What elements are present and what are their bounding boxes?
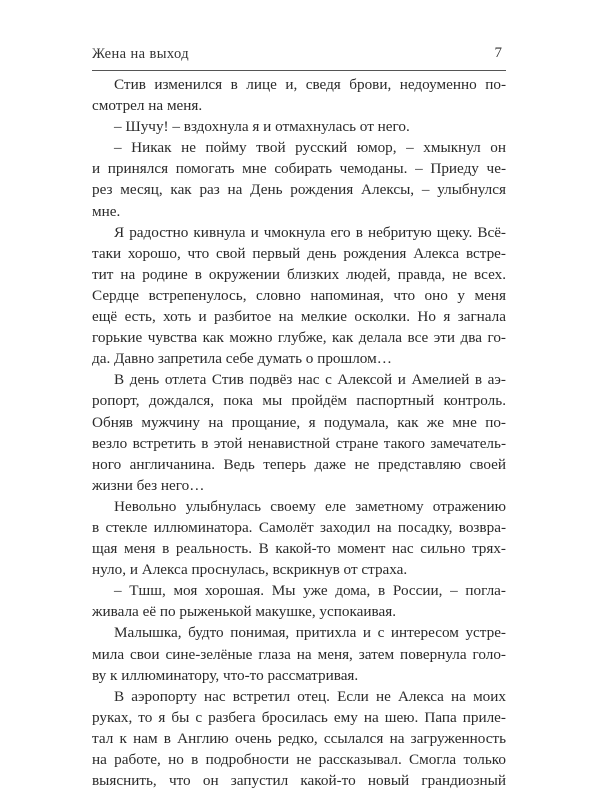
page-number: 7 xyxy=(494,45,502,61)
text-line: Сердце встрепенулось, словно напоминая, что оно у меня xyxy=(92,286,506,304)
text-line: – Тшш, моя хорошая. Мы уже дома, в России, – погла- xyxy=(114,582,506,600)
text-line: – Никак не пойму твой русский юмор, – хмыкнул он xyxy=(114,139,506,157)
header-book-title: Жена на выход xyxy=(92,46,190,62)
text-line: смотрел на меня. xyxy=(92,97,203,115)
text-line: тит на родине в окружении близких людей, правда, не всех. xyxy=(92,265,506,283)
text-line: ву к иллюминатору, что-то рассматривая. xyxy=(92,666,359,684)
text-line: руках, то я бы с разбега бросилась ему на шею. Папа приле- xyxy=(92,708,506,726)
text-line: Невольно улыбнулась своему еле заметному отражению xyxy=(114,497,506,515)
text-line: щая меня в реальность. В какой-то момент нас сильно трях- xyxy=(92,540,506,558)
text-line: живала её по рыженькой макушке, успокаивая. xyxy=(92,603,396,621)
body-text xyxy=(92,74,506,791)
text-line: горькие чувства как можно глубже, как делала все эти два го- xyxy=(92,329,506,347)
text-line: мне. xyxy=(92,202,121,220)
text-line: ного англичанина. Ведь теперь даже не представляю своей xyxy=(92,455,506,473)
text-line: да. Давно запретила себе думать о прошлом… xyxy=(92,350,392,368)
text-line: нуло, и Алекса проснулась, вскрикнув от страха. xyxy=(92,561,408,579)
text-line: Обняв мужчину на прощание, я подумала, как же мне по- xyxy=(92,413,506,431)
text-line: в стекле иллюминатора. Самолёт заходил на посадку, возвра- xyxy=(92,518,506,536)
text-line: Малышка, будто понимая, притихла и с интересом устре- xyxy=(114,624,506,642)
text-line: Стив изменился в лице и, сведя брови, недоуменно по- xyxy=(114,76,506,93)
text-line: – Шучу! – вздохнула я и отмахнулась от него. xyxy=(114,118,410,136)
running-header xyxy=(92,46,506,68)
text-line: ропорт, дождался, пока мы пройдём паспортный контроль. xyxy=(92,392,506,410)
text-line: В аэропорту нас встретил отец. Если не Алекса на моих xyxy=(114,687,506,705)
text-line: Я радостно кивнула и чмокнула его в небритую щеку. Всё- xyxy=(114,223,506,241)
text-line: жизни без него… xyxy=(92,476,205,494)
text-line: везло встретить в этой ненавистной стране такого замечатель- xyxy=(92,434,506,452)
text-line: ещё есть, хоть и разбитое на мелкие осколки. Но я загнала xyxy=(92,308,506,326)
text-line: и принялся помогать мне собирать чемоданы. – Приеду че- xyxy=(92,160,506,178)
text-line: таки хорошо, что свой первый день рождения Алекса встре- xyxy=(92,244,506,262)
text-line: на работе, но в подробности не рассказывал. Смогла только xyxy=(92,751,506,768)
text-line: выяснить, что он запустил какой-то новый грандиозный xyxy=(92,772,506,790)
text-line: В день отлета Стив подвёз нас с Алексой и Амелией в аэ- xyxy=(114,371,506,389)
header-divider xyxy=(92,70,506,71)
text-line: тал к нам в Англию очень редко, ссылался на загруженность xyxy=(92,729,506,747)
text-line: рез месяц, как раз на День рождения Алексы, – улыбнулся xyxy=(92,181,506,199)
text-line: мила свои сине-зелёные глаза на меня, затем повернула голо- xyxy=(92,645,506,663)
